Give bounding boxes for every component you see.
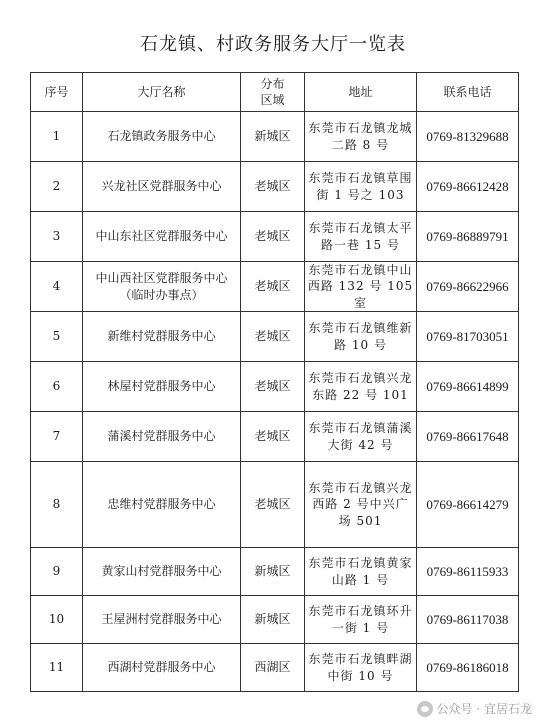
table-row (31, 462, 519, 548)
cell-area: 新城区 (241, 112, 305, 162)
cell-phone: 0769-86117038 (417, 596, 519, 644)
cell-no: 9 (31, 548, 83, 596)
cell-phone: 0769-86612428 (417, 162, 519, 212)
cell-no: 5 (31, 312, 83, 362)
cell-phone: 0769-81329688 (417, 112, 519, 162)
cell-name: 王屋洲村党群服务中心 (83, 596, 241, 644)
cell-phone: 0769-81703051 (417, 312, 519, 362)
cell-no: 11 (31, 644, 83, 692)
cell-no: 3 (31, 212, 83, 262)
table-row (31, 112, 519, 162)
cell-name: 新维村党群服务中心 (83, 312, 241, 362)
cell-name: 中山东社区党群服务中心 (83, 212, 241, 262)
cell-phone: 0769-86614279 (417, 462, 519, 548)
cell-area: 老城区 (241, 462, 305, 548)
cell-address: 东莞市石龙镇兴龙西路 2 号中兴广场 501 (305, 462, 417, 548)
cell-address: 东莞市石龙镇环升一街 1 号 (305, 596, 417, 644)
cell-phone: 0769-86614899 (417, 362, 519, 412)
cell-no: 6 (31, 362, 83, 412)
watermark (417, 700, 532, 717)
cell-area: 老城区 (241, 162, 305, 212)
cell-no: 1 (31, 112, 83, 162)
cell-area: 老城区 (241, 312, 305, 362)
page-title: 石龙镇、村政务服务大厅一览表 (140, 34, 406, 55)
table-row (31, 362, 519, 412)
watermark-text: 公众号 · 宜居石龙 (436, 702, 532, 716)
cell-area: 老城区 (241, 362, 305, 412)
cell-address: 东莞市石龙镇草围街 1 号之 103 (305, 162, 417, 212)
header-name: 大厅名称 (83, 73, 241, 112)
cell-area: 西湖区 (241, 644, 305, 692)
cell-no: 8 (31, 462, 83, 548)
cell-name: 黄家山村党群服务中心 (83, 548, 241, 596)
header-no: 序号 (31, 73, 83, 112)
cell-phone: 0769-86617648 (417, 412, 519, 462)
cell-phone: 0769-86186018 (417, 644, 519, 692)
table-row (31, 312, 519, 362)
cell-phone: 0769-86622966 (417, 262, 519, 312)
cell-address: 东莞市石龙镇畔湖中街 10 号 (305, 644, 417, 692)
cell-name: 林屋村党群服务中心 (83, 362, 241, 412)
header-address: 地址 (305, 73, 417, 112)
cell-no: 2 (31, 162, 83, 212)
service-hall-table (30, 72, 519, 692)
cell-name: 兴龙社区党群服务中心 (83, 162, 241, 212)
table-row (31, 162, 519, 212)
cell-name: 蒲溪村党群服务中心 (83, 412, 241, 462)
header-area: 分布 区域 (241, 73, 305, 112)
wechat-icon (417, 701, 433, 717)
cell-name: 西湖村党群服务中心 (83, 644, 241, 692)
cell-phone: 0769-86889791 (417, 212, 519, 262)
cell-name: 忠维村党群服务中心 (83, 462, 241, 548)
cell-address: 东莞市石龙镇维新路 10 号 (305, 312, 417, 362)
cell-area: 老城区 (241, 412, 305, 462)
cell-area: 新城区 (241, 548, 305, 596)
cell-name: 石龙镇政务服务中心 (83, 112, 241, 162)
cell-name: 中山西社区党群服务中心 （临时办事点） (83, 262, 241, 312)
table-row (31, 596, 519, 644)
cell-area: 新城区 (241, 596, 305, 644)
cell-no: 7 (31, 412, 83, 462)
cell-no: 10 (31, 596, 83, 644)
header-row (31, 73, 519, 112)
cell-address: 东莞市石龙镇中山西路 132 号 105 室 (305, 262, 417, 312)
cell-address: 东莞市石龙镇黄家山路 1 号 (305, 548, 417, 596)
table-row (31, 644, 519, 692)
cell-area: 老城区 (241, 212, 305, 262)
cell-phone: 0769-86115933 (417, 548, 519, 596)
cell-address: 东莞市石龙镇龙城二路 8 号 (305, 112, 417, 162)
header-phone: 联系电话 (417, 73, 519, 112)
table-row (31, 212, 519, 262)
cell-address: 东莞市石龙镇太平路一巷 15 号 (305, 212, 417, 262)
table-row (31, 412, 519, 462)
table-row (31, 262, 519, 312)
table-row (31, 548, 519, 596)
cell-address: 东莞市石龙镇蒲溪大街 42 号 (305, 412, 417, 462)
cell-area: 老城区 (241, 262, 305, 312)
cell-no: 4 (31, 262, 83, 312)
cell-address: 东莞市石龙镇兴龙东路 22 号 101 (305, 362, 417, 412)
